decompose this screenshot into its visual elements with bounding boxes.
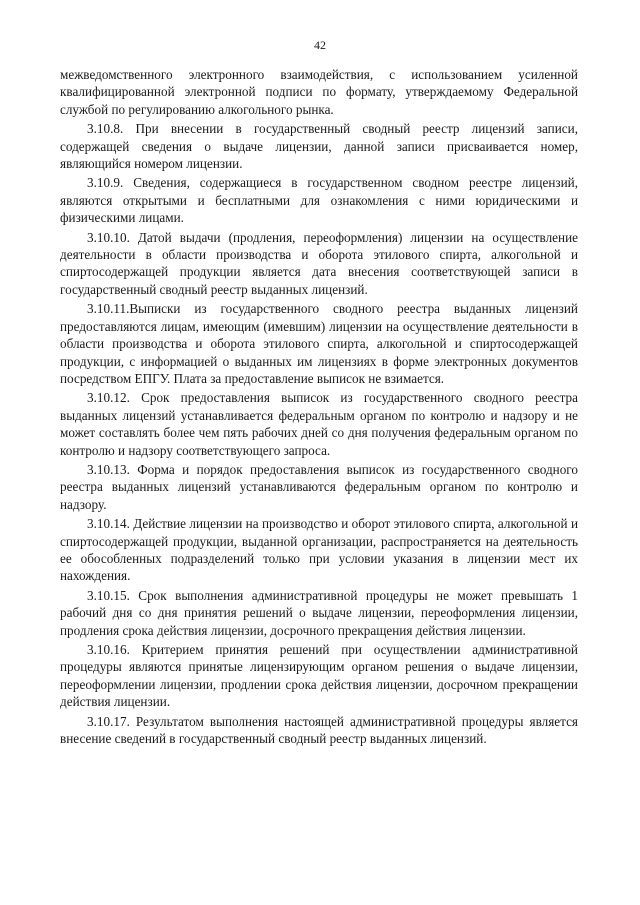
paragraph-3-10-12: 3.10.12. Срок предоставления выписок из государственного сводного реестра выданных лицензий устанавливается федеральным органом по контролю и надзору и не может составлять более чем пять рабочих дней со дня получения федеральным органом по контролю и надзору соответствующего запроса. xyxy=(60,390,578,458)
paragraph-3-10-9: 3.10.9. Сведения, содержащиеся в государственном сводном реестре лицензий, являются открытыми и бесплатными для ознакомления с ними юридическими и физическими лицами. xyxy=(60,175,578,226)
paragraph-continuation: межведомственного электронного взаимодействия, с использованием усиленной квалифицированной электронной подписи по формату, утверждаемому Федеральной службой по регулированию алкогольного рынка. xyxy=(60,67,578,117)
paragraph-3-10-15: 3.10.15. Срок выполнения административной процедуры не может превышать 1 рабочий дня со дня принятия решений о выдаче лицензии, переоформления лицензии, продления срока действия лицензии, досрочного прекращения действия лицензии. xyxy=(60,587,578,638)
page-number: 42 xyxy=(314,38,326,52)
paragraph-3-10-11: 3.10.11.Выписки из государственного сводного реестра выданных лицензий предоставляются лицам, имеющим (имевшим) лицензии на осуществление деятельности в области производства и оборота этилового спирта, алкогольной и спиртосодержащей продукции, с информацией о выданных им лицензиях в форме электронных документов посредством ЕПГУ. Плата за предоставление выписок не взимается. xyxy=(60,301,578,386)
page-body xyxy=(60,66,578,749)
paragraph-3-10-8: 3.10.8. При внесении в государственный сводный реестр лицензий записи, содержащей сведения о выдаче лицензии, данной записи присваивается номер, являющийся номером лицензии. xyxy=(60,121,578,172)
paragraph-3-10-17: 3.10.17. Результатом выполнения настоящей административной процедуры является внесение сведений в государственный сводный реестр выданных лицензий. xyxy=(60,713,578,747)
paragraph-3-10-10: 3.10.10. Датой выдачи (продления, переоформления) лицензии на осуществление деятельности в области производства и оборота этилового спирта, алкогольной и спиртосодержащей продукции является дата внесения соответствующей записи в государственный сводный реестр выданных лицензий. xyxy=(60,229,578,297)
paragraph-3-10-13: 3.10.13. Форма и порядок предоставления выписок из государственного сводного реестра выданных лицензий устанавливаются федеральным органом по контролю и надзору. xyxy=(60,461,578,512)
paragraph-3-10-16: 3.10.16. Критерием принятия решений при осуществлении административной процедуры являются принятые лицензирующим органом решения о выдаче лицензии, переоформлении лицензии, продлении срока действия лицензии, досрочном прекращении действия лицензии. xyxy=(60,642,578,710)
paragraph-3-10-14: 3.10.14. Действие лицензии на производство и оборот этилового спирта, алкогольной и спиртосодержащей продукции, выданной организации, распространяется на деятельность ее обособленных подразделений только при условии указания в лицензии мест их нахождения. xyxy=(60,516,578,584)
